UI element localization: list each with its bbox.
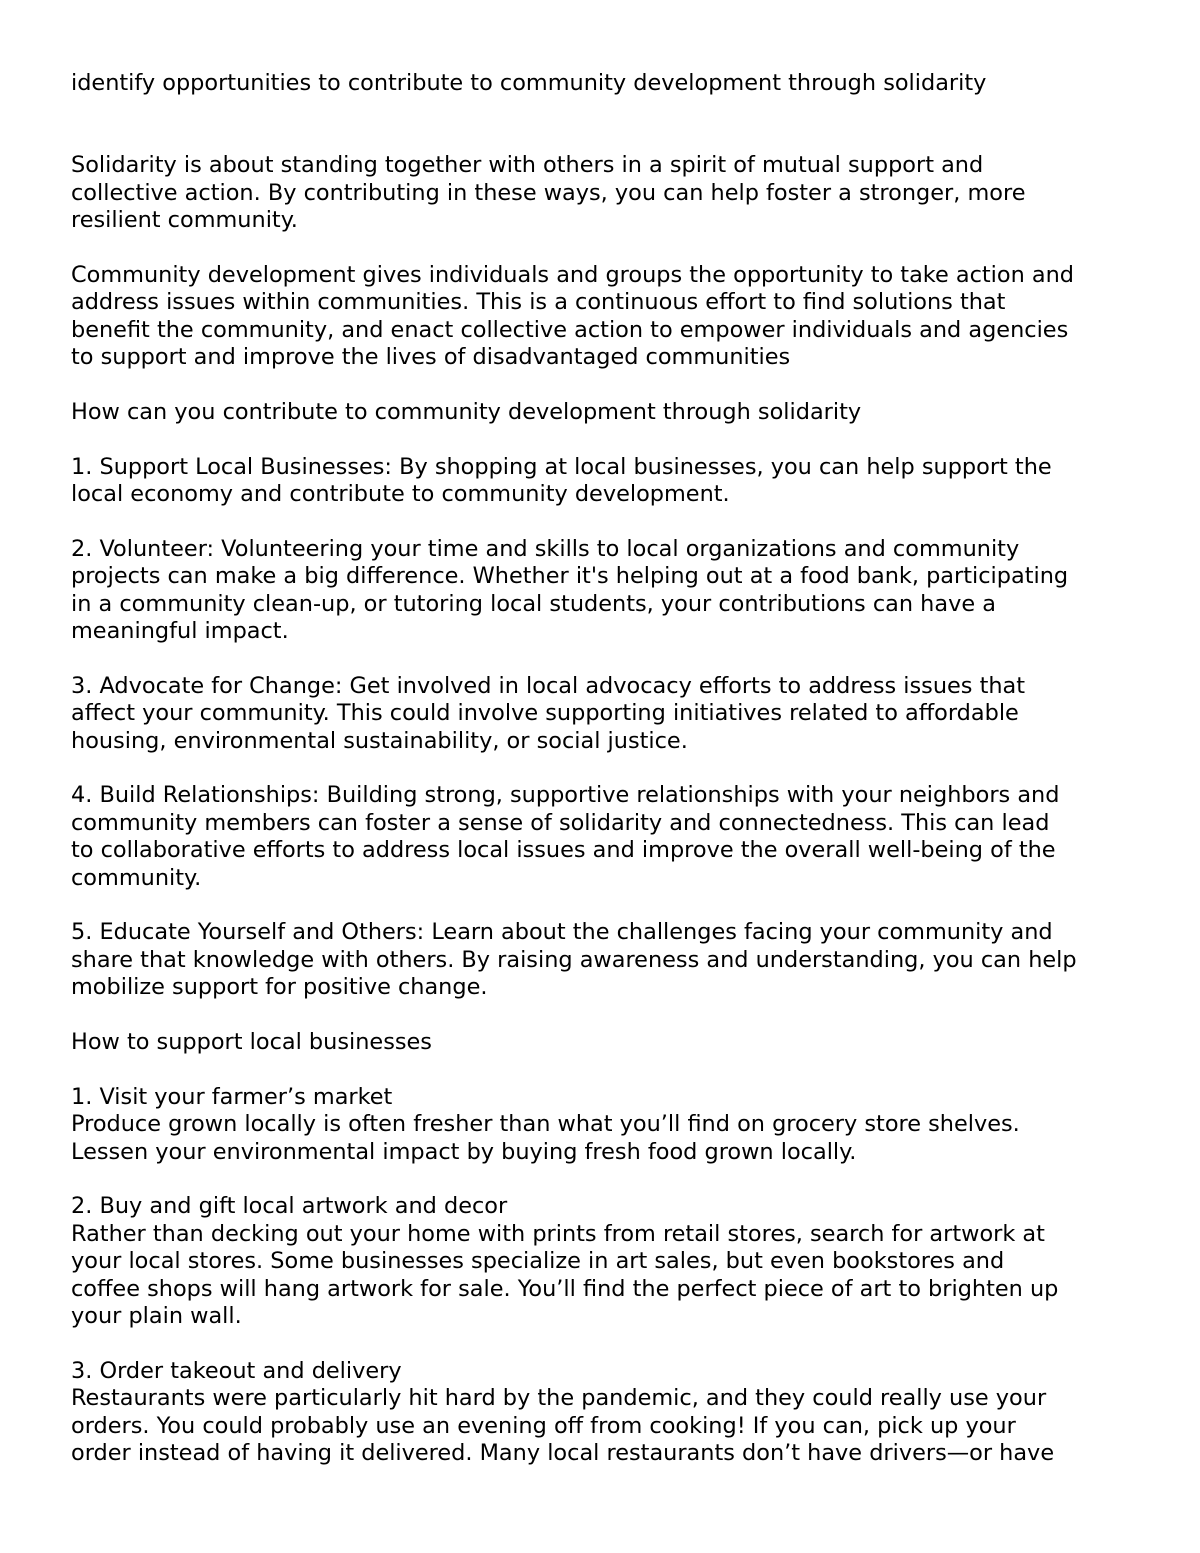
spacer (71, 371, 1141, 398)
list-item-takeout-delivery: 3. Order takeout and delivery Restaurants were particularly hit hard by the pandemic, and they could really use your orders. You could probably use an evening off from cooking! If you can, pick up your order instead of having it delivered. Many local restaurants don’t have drivers—or have (71, 1357, 1055, 1467)
document-page (71, 70, 1141, 1468)
list-item-support-local-businesses: 1. Support Local Businesses: By shopping at local businesses, you can help support the local economy and contribute to community development. (71, 453, 1052, 508)
section-heading-local-businesses: How to support local businesses (71, 1029, 432, 1056)
list-item-build-relationships: 4. Build Relationships: Building strong, supportive relationships with your neighbors and community members can foster a sense of solidarity and connectedness. This can lead to collaborative efforts to address local issues and improve the overall well-being of the community. (71, 782, 1060, 891)
list-item-farmers-market: 1. Visit your farmer’s market Produce grown locally is often fresher than what you’ll find on grocery store shelves. Lessen your environmental impact by buying fresh food grown locally. (71, 1083, 1020, 1165)
intro-paragraph-2: Community development gives individuals and groups the opportunity to take action and address issues within communities. This is a continuous effort to find solutions that benefit the community, and enact collective action to empower individuals and agencies to support and improve the lives of disadvantaged communities (71, 261, 1075, 371)
spacer (71, 234, 1141, 261)
spacer (71, 1002, 1141, 1029)
intro-paragraph-1: Solidarity is about standing together with others in a spirit of mutual support and collective action. By contributing in these ways, you can help foster a stronger, more resilient community. (71, 152, 1026, 234)
list-item-educate-yourself: 5. Educate Yourself and Others: Learn about the challenges facing your community and share that knowledge with others. By raising awareness and understanding, you can help mobilize support for positive change. (71, 919, 1077, 1001)
section-heading-contribute: How can you contribute to community development through solidarity (71, 398, 862, 425)
spacer (71, 508, 1141, 535)
spacer (71, 1056, 1141, 1083)
spacer (71, 1166, 1141, 1193)
list-item-volunteer: 2. Volunteer: Volunteering your time and skills to local organizations and community projects can make a big difference. Whether it's helping out at a food bank, participating in a community clean-up, or tutoring local students, your contributions can have a meaningful impact. (71, 535, 1069, 645)
list-item-local-artwork: 2. Buy and gift local artwork and decor Rather than decking out your home with prints from retail stores, search for artwork at your local stores. Some businesses specialize in art sales, but even bookstores and coffee shops will hang artwork for sale. You’ll find the perfect piece of art to brighten up your plain wall. (71, 1193, 1059, 1330)
list-item-advocate-for-change: 3. Advocate for Change: Get involved in local advocacy efforts to address issues that affect your community. This could involve supporting initiatives related to affordable housing, environmental sustainability, or social justice. (71, 672, 1026, 754)
spacer (71, 755, 1141, 782)
spacer (71, 645, 1141, 672)
spacer (71, 1331, 1141, 1358)
spacer (71, 97, 1141, 152)
spacer (71, 426, 1141, 453)
spacer (71, 892, 1141, 919)
document-title: identify opportunities to contribute to community development through solidarity (71, 70, 987, 96)
